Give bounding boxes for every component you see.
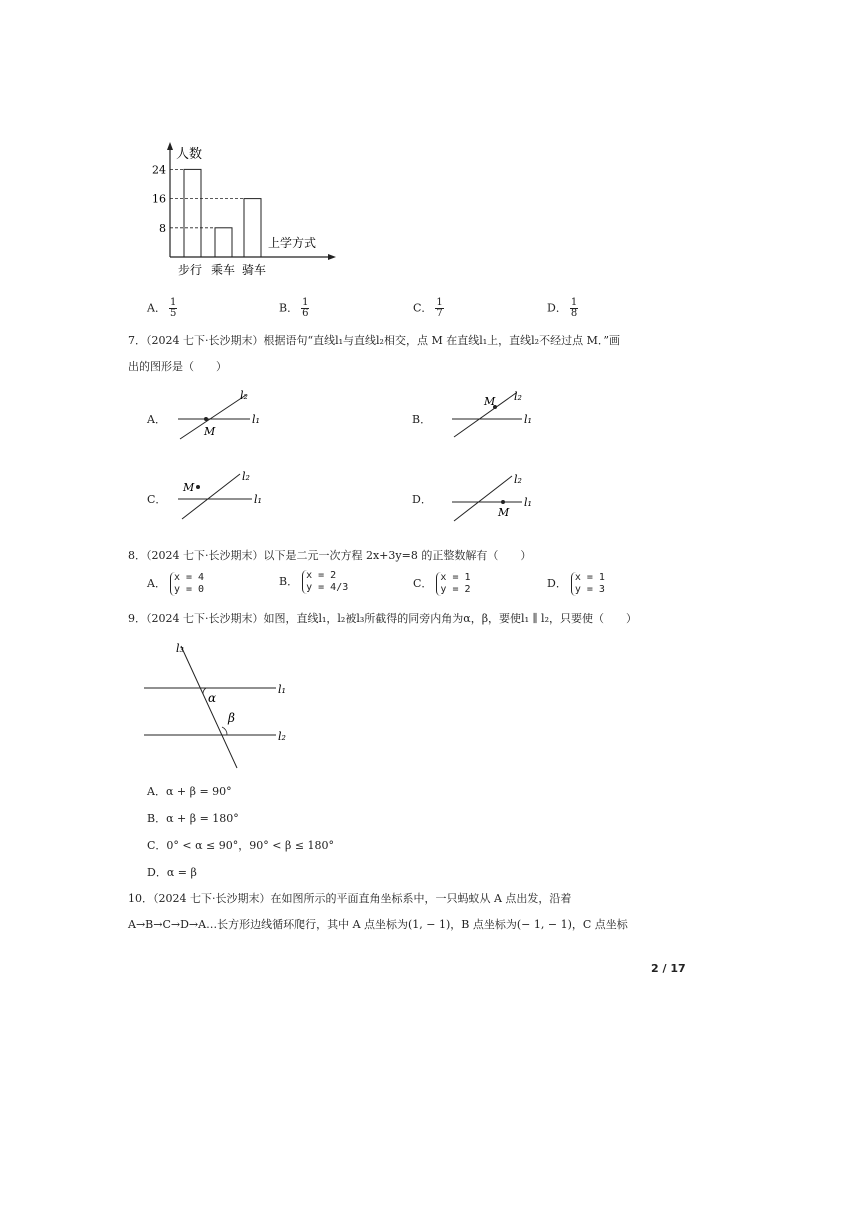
bar-chart [140,140,340,280]
x-category-label: 乘车 [211,263,236,277]
q10-stem-line1: 10．（2024 七下·长沙期末）在如图所示的平面直角坐标系中，一只蚂蚁从 A 点出发，沿着 [128,892,572,905]
option-letter: C． [413,577,433,590]
q8-option-a[interactable] [147,572,204,596]
label-alpha: α [208,691,217,705]
option-letter: B． [279,575,299,588]
x-category-label: 步行 [178,263,203,277]
q7-option-c-letter[interactable]: C． [147,493,167,506]
q6-option-d[interactable] [547,298,578,319]
q9-option-b[interactable]: B．α + β = 180° [147,812,239,825]
option-letter: A． [147,577,166,590]
x-axis-arrow [328,254,336,260]
q7-figure-c[interactable] [172,468,272,524]
x-axis-label: 上学方式 [268,236,317,250]
fraction-denominator: 5 [169,308,177,319]
q7-figure-b[interactable] [446,388,546,442]
option-letter: D． [547,577,567,590]
label-l2: l₂ [240,389,248,402]
equation-row: x = 1 [440,572,471,583]
q9-option-d[interactable]: D．α = β [147,866,197,879]
label-l1: l₁ [254,493,262,506]
y-axis-arrow [167,142,173,150]
equation-system [436,572,470,596]
option-letter: D． [547,301,567,315]
label-m: M [204,425,216,438]
q7-figure-a[interactable] [170,388,270,442]
label-m: M [484,395,496,408]
q8-option-b[interactable] [279,570,348,594]
equation-row: y = 0 [173,584,205,595]
q7-stem-line1: 7．（2024 七下·长沙期末）根据语句“直线l₁与直线l₂相交，点 M 在直线l₁上，直线l₂不经过点 M．”画 [128,334,620,347]
label-l2: l₂ [242,470,250,483]
label-m: M [498,506,510,519]
fraction-denominator: 6 [302,308,309,319]
fraction-numerator: 1 [302,297,309,308]
q10-stem-line2: A→B→C→D→A…长方形边线循环爬行，其中 A 点坐标为(1, − 1)，B 点坐标为(− 1, − 1)，C 点坐标 [128,918,628,931]
q7-figure-d[interactable] [446,468,546,524]
equation-row: y = 4/3 [306,582,349,593]
q9-figure [140,636,300,772]
y-tick-label: 24 [152,163,166,177]
bar-2 [215,228,232,257]
fraction-denominator: 7 [436,308,443,319]
label-l2: l₂ [278,730,286,743]
equation-row: x = 1 [574,572,605,583]
q8-option-c[interactable] [413,572,471,596]
fraction-numerator: 1 [169,297,177,308]
y-axis-label: 人数 [176,147,203,162]
equation-system [302,570,348,594]
option-letter: C． [413,301,433,315]
label-beta: β [228,711,235,725]
equation-row: y = 2 [440,584,471,595]
option-letter: A． [147,301,166,315]
label-l1: l₁ [278,683,286,696]
equation-system [170,572,204,596]
label-l3: l₃ [176,642,184,655]
q6-option-b[interactable] [279,298,309,319]
y-tick-label: 8 [159,221,166,235]
option-letter: B． [279,301,299,315]
q7-option-b-letter[interactable]: B． [412,413,432,426]
q7-stem-line2: 出的图形是（ ） [128,360,227,373]
label-l2: l₂ [514,473,522,486]
bar-1 [184,169,201,257]
equation-row: x = 4 [173,572,205,583]
label-l1: l₁ [524,496,532,509]
label-m: M [183,481,195,494]
q7-option-d-letter[interactable]: D． [412,493,432,506]
q6-option-c[interactable] [413,298,444,319]
y-tick-label: 16 [152,192,166,206]
q7-option-a-letter[interactable]: A． [147,413,166,426]
q9-stem: 9．（2024 七下·长沙期末）如图，直线l₁，l₂被l₃所截得的同旁内角为α，β，要使l₁ ∥ l₂，只要使（ ） [128,612,637,625]
fraction-denominator: 8 [570,308,578,319]
label-l1: l₁ [252,413,260,426]
equation-row: y = 3 [574,584,605,595]
q8-stem: 8．（2024 七下·长沙期末）以下是二元一次方程 2x+3y=8 的正整数解有（ ） [128,549,532,562]
equation-row: x = 2 [306,570,337,581]
page-number: 2 / 17 [651,962,686,975]
q6-option-a[interactable] [147,298,177,319]
x-category-label: 骑车 [242,263,267,277]
q8-option-d[interactable] [547,572,605,596]
fraction-numerator: 1 [436,297,443,308]
label-l2: l₂ [514,390,522,403]
label-l1: l₁ [524,413,532,426]
fraction-numerator: 1 [570,297,578,308]
equation-system [571,572,605,596]
q9-option-a[interactable]: A．α + β = 90° [147,785,232,798]
q9-option-c[interactable]: C．0° < α ≤ 90°，90° < β ≤ 180° [147,839,335,852]
bar-3 [244,199,261,257]
